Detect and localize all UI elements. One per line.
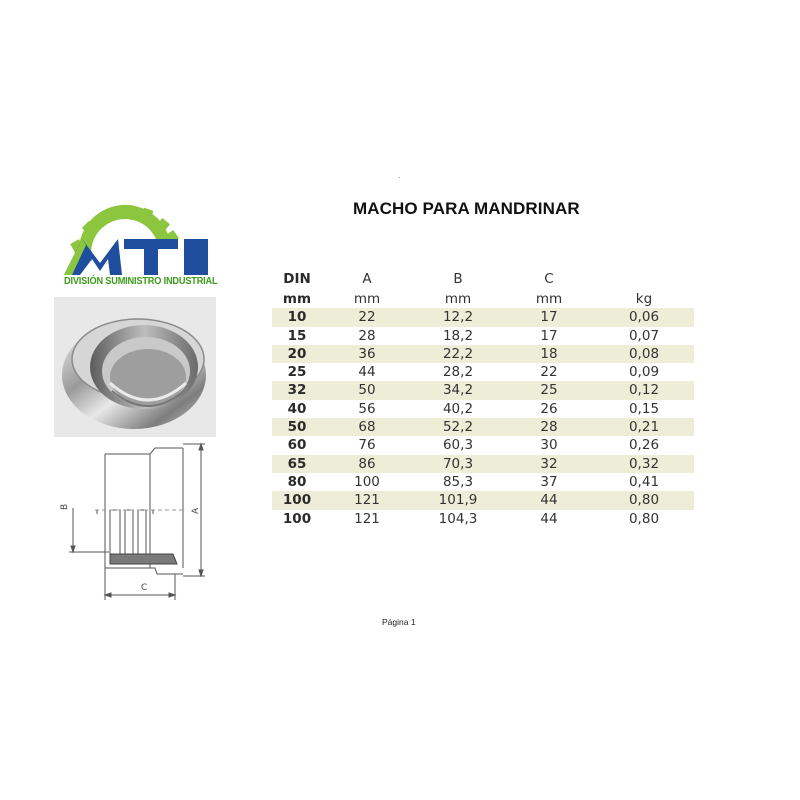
table-row [272, 327, 694, 345]
cell-c: 44 [504, 491, 594, 509]
dimension-label-b: B [60, 503, 70, 510]
cell-kg: 0,80 [594, 491, 694, 509]
cell-b: 101,9 [412, 491, 504, 509]
header-weight [594, 268, 694, 290]
logo-letter-t [124, 239, 178, 275]
header-b: B [453, 271, 463, 287]
cell-a: 56 [322, 400, 412, 418]
table-row [272, 363, 694, 381]
cell-c: 17 [504, 327, 594, 345]
cell-kg: 0,21 [594, 418, 694, 436]
table-row [272, 491, 694, 509]
dimension-label-c: C [141, 583, 148, 593]
cell-c: 32 [504, 455, 594, 473]
header-a: A [362, 271, 372, 287]
product-photo [54, 297, 216, 437]
header-c: C [544, 271, 554, 287]
page-title: MACHO PARA MANDRINAR [353, 199, 580, 218]
cell-din: 80 [272, 473, 322, 491]
unit-c: mm [535, 291, 563, 307]
unit-a: mm [353, 291, 381, 307]
cell-a: 121 [322, 510, 412, 528]
table-row [272, 381, 694, 399]
logo-letter-i [184, 239, 208, 275]
cell-a: 100 [322, 473, 412, 491]
cell-kg: 0,32 [594, 455, 694, 473]
cell-c: 22 [504, 363, 594, 381]
cell-kg: 0,06 [594, 308, 694, 326]
cell-a: 76 [322, 436, 412, 454]
cell-kg: 0,08 [594, 345, 694, 363]
cell-kg: 0,80 [594, 510, 694, 528]
cell-din: 20 [272, 345, 322, 363]
cell-c: 37 [504, 473, 594, 491]
cell-a: 28 [322, 327, 412, 345]
cell-b: 12,2 [412, 308, 504, 326]
cell-a: 36 [322, 345, 412, 363]
table-row [272, 510, 694, 528]
cell-a: 44 [322, 363, 412, 381]
table-body [272, 308, 694, 528]
cell-din: 40 [272, 400, 322, 418]
logo-subtitle: DIVISIÓN SUMINISTRO INDUSTRIAL [64, 276, 218, 287]
technical-drawing [55, 440, 220, 605]
cell-a: 22 [322, 308, 412, 326]
cell-kg: 0,41 [594, 473, 694, 491]
header-din: DIN [283, 271, 311, 287]
cell-din: 25 [272, 363, 322, 381]
cell-din: 60 [272, 436, 322, 454]
cell-c: 28 [504, 418, 594, 436]
cell-b: 104,3 [412, 510, 504, 528]
cell-kg: 0,15 [594, 400, 694, 418]
cell-c: 44 [504, 510, 594, 528]
cell-b: 60,3 [412, 436, 504, 454]
cell-a: 68 [322, 418, 412, 436]
cell-din: 32 [272, 381, 322, 399]
cell-c: 17 [504, 308, 594, 326]
cell-din: 65 [272, 455, 322, 473]
cell-a: 121 [322, 491, 412, 509]
cell-b: 28,2 [412, 363, 504, 381]
cell-b: 70,3 [412, 455, 504, 473]
table-units-row [272, 290, 694, 308]
dimension-label-a: A [191, 507, 201, 514]
unit-din: mm [282, 291, 312, 307]
cell-b: 85,3 [412, 473, 504, 491]
cell-kg: 0,09 [594, 363, 694, 381]
dimensions-table [272, 268, 694, 528]
cell-din: 15 [272, 327, 322, 345]
cell-c: 18 [504, 345, 594, 363]
stray-dot [399, 177, 400, 178]
table-row [272, 400, 694, 418]
cell-kg: 0,26 [594, 436, 694, 454]
cell-din: 10 [272, 308, 322, 326]
cell-b: 52,2 [412, 418, 504, 436]
table-row [272, 436, 694, 454]
page-number: Página 1 [382, 617, 416, 627]
cell-b: 18,2 [412, 327, 504, 345]
cell-c: 25 [504, 381, 594, 399]
cell-b: 34,2 [412, 381, 504, 399]
cell-c: 30 [504, 436, 594, 454]
table-header-row [272, 268, 694, 290]
unit-kg: kg [635, 291, 653, 307]
cell-a: 50 [322, 381, 412, 399]
cell-kg: 0,12 [594, 381, 694, 399]
cell-c: 26 [504, 400, 594, 418]
table-row [272, 473, 694, 491]
cell-a: 86 [322, 455, 412, 473]
table-row [272, 418, 694, 436]
cell-b: 22,2 [412, 345, 504, 363]
cell-kg: 0,07 [594, 327, 694, 345]
cell-b: 40,2 [412, 400, 504, 418]
table-row [272, 345, 694, 363]
cell-din: 100 [272, 491, 322, 509]
table-row [272, 455, 694, 473]
table-row [272, 308, 694, 326]
cell-din: 50 [272, 418, 322, 436]
unit-b: mm [444, 291, 472, 307]
cell-din: 100 [272, 510, 322, 528]
